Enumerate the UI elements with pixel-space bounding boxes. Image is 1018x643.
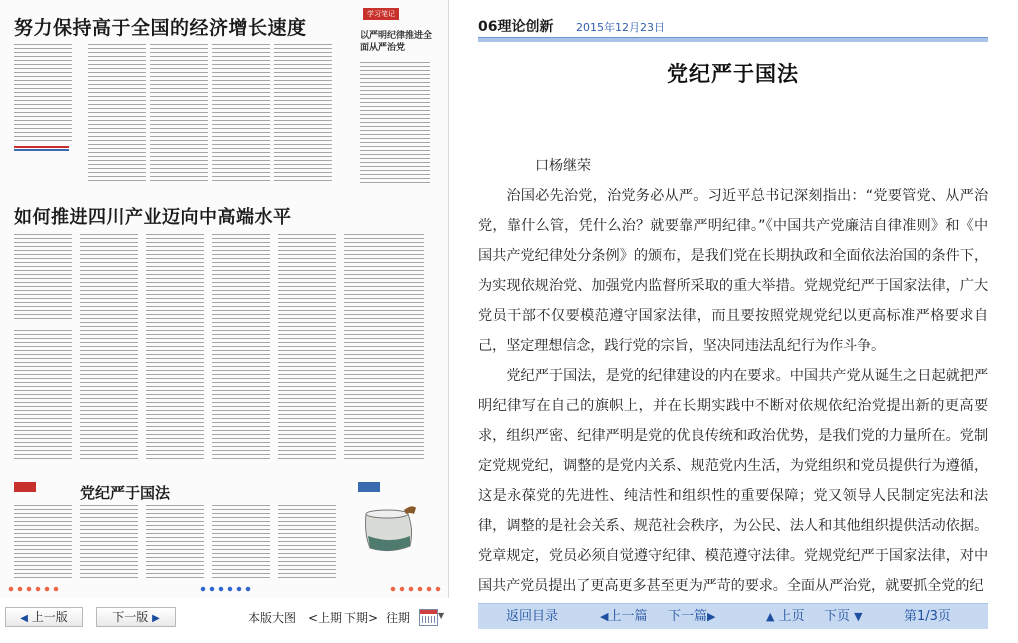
newspaper-text-column: [212, 44, 270, 184]
next-page-label: 下一版: [112, 610, 149, 624]
section-name: 06理论创新: [478, 19, 554, 35]
newspaper-text-column: [14, 44, 72, 144]
jar-illustration-icon: [360, 500, 420, 555]
prev-page-button[interactable]: [5, 607, 83, 627]
newspaper-page-thumbnail[interactable]: [0, 0, 449, 598]
next-issue-link[interactable]: 下期>: [344, 611, 379, 625]
article-paragraph: 党纪严于国法，是党的纪律建设的内在要求。中国共产党从诞生之日起就把严明纪律写在自己的旗帜上，并在长期实践中不断对依规依纪治党提出新的更高要求，组织严密、纪律严明是党的优良传统和政治优势，是我们党的力量所在。党制定党规党纪，调整的是党内关系、规范党内生活，为党组织和党员提供行为遵循，这是永葆党的先进性、纯洁性和组织性的重要保障；党又领导人民制定宪法和法律，调整的是社会关系、规范社会秩序，为公民、法人和其他组织提供活动依据。党章规定，党员必须自觉遵守纪律、模范遵守法律。党规党纪严于国家法律，对中国共产党员提出了更高更多甚至更为严苛的要求。全面从严治党，就要抓全党的纪: [478, 368, 988, 594]
newspaper-rule: [14, 146, 69, 148]
triangle-down-icon: ▼: [854, 610, 863, 623]
triangle-up-icon: ▲: [766, 610, 775, 623]
triangle-right-icon: ▶: [152, 613, 160, 624]
newspaper-text-column: [80, 505, 138, 580]
article-paragraph: 治国必先治党，治党务必从严。习近平总书记深刻指出：“党要管党、从严治党，靠什么管，凭什么治？就要靠严明纪律。”《中国共产党廉洁自律准则》和《中国共产党纪律处分条例》的颁布，是我们党在长期执政和全面依法治国的条件下，为实现依规治党、加强党内监督所采取的重大举措。党规党纪严于国家法律，广大党员干部不仅要模范遵守国家法律，而且要按照党规党纪以更高标准严格要求自己，坚定理想信念，践行党的宗旨，坚决同违法乱纪行为作斗争。: [478, 188, 988, 354]
newspaper-text-column: [212, 505, 270, 580]
newspaper-text-column: [80, 234, 138, 460]
prev-page-link[interactable]: [766, 605, 805, 624]
article-author: 口杨继荣: [535, 158, 591, 174]
decorative-dots: [8, 586, 62, 592]
next-page-link-label: 下页: [824, 609, 851, 624]
article-panel: [478, 0, 988, 643]
past-issues-link[interactable]: 往期: [386, 611, 411, 625]
side-column-title: 以严明纪律推进全面从严治党: [360, 31, 433, 53]
newspaper-tag: [358, 482, 380, 492]
newspaper-text-column: [212, 234, 270, 460]
newspaper-headline-1: 努力保持高于全国的经济增长速度: [14, 17, 307, 39]
newspaper-text-column: [150, 44, 208, 184]
newspaper-rule: [14, 149, 69, 151]
decorative-dots: [200, 586, 254, 592]
page-map-link[interactable]: 本版大图: [248, 611, 297, 625]
next-article-label: 下一篇: [668, 609, 708, 624]
prev-article-label: 上一篇: [608, 609, 648, 624]
newspaper-headline-3: 党纪严于国法: [80, 484, 171, 502]
article-body: [478, 181, 988, 597]
newspaper-text-column: [146, 505, 204, 580]
next-article-link[interactable]: [668, 605, 715, 624]
newspaper-text-column: [360, 62, 430, 184]
newspaper-text-column: [274, 44, 332, 184]
prev-issue-link[interactable]: <上期: [308, 611, 343, 625]
triangle-right-icon: ▶: [707, 610, 716, 623]
newspaper-tag: [14, 482, 36, 492]
newspaper-text-column: [14, 505, 72, 580]
triangle-left-icon: ◀: [20, 613, 28, 624]
next-page-link[interactable]: [824, 605, 863, 624]
newspaper-text-column: [278, 234, 336, 460]
newspaper-text-column: [146, 234, 204, 460]
newspaper-text-column: [88, 44, 146, 184]
publication-date: 2015年12月23日: [576, 21, 665, 34]
article-title: 党纪严于国法: [667, 61, 799, 86]
page-indicator: 第1/3页: [904, 609, 951, 624]
decorative-dots: [390, 586, 444, 592]
triangle-left-icon: ◀: [600, 610, 609, 623]
newspaper-text-column: [278, 505, 336, 580]
next-page-button[interactable]: [96, 607, 176, 627]
calendar-icon[interactable]: [419, 609, 438, 626]
side-column-tag: 学习笔记: [363, 8, 399, 20]
back-to-index-link[interactable]: 返回目录: [506, 609, 559, 624]
newspaper-text-column: [344, 234, 424, 460]
prev-page-link-label: 上页: [778, 609, 805, 624]
prev-page-label: 上一版: [31, 610, 68, 624]
newspaper-text-column: [14, 234, 72, 319]
newspaper-headline-2: 如何推进四川产业迈向中高端水平: [14, 207, 292, 228]
newspaper-text-column: [14, 330, 72, 460]
header-divider: [478, 37, 988, 42]
chevron-down-icon[interactable]: ▼: [438, 611, 445, 620]
prev-article-link[interactable]: [600, 605, 647, 624]
